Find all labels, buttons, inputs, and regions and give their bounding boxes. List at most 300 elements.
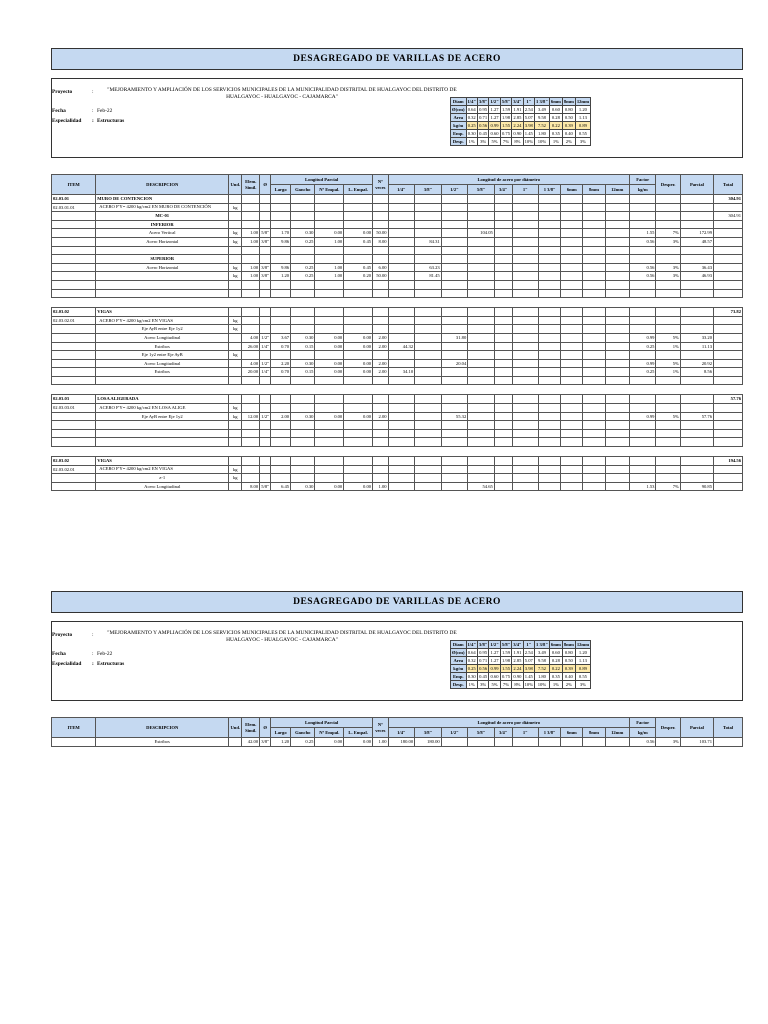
cell-d1 — [388, 255, 415, 264]
cell-d7 — [539, 368, 561, 377]
diam-value-cell: 8% — [512, 681, 523, 689]
cell-elem: 1.00 — [242, 237, 260, 246]
cell-d8 — [561, 325, 583, 334]
cell-desp: 7% — [656, 229, 680, 238]
diam-value-cell: 3% — [477, 681, 488, 689]
cell-d7 — [539, 212, 561, 221]
cell-d3 — [441, 203, 468, 212]
cell-und: kg — [229, 404, 242, 413]
cell-parcial: 36.43 — [680, 263, 713, 272]
cell-d6 — [512, 280, 539, 289]
cell-elem — [242, 212, 260, 221]
cell-factor: 0.56 — [629, 272, 656, 281]
cell-nemp: 0.00 — [315, 342, 344, 351]
header-l_empal: L. Empal. — [344, 728, 373, 738]
diam-value-cell: 0.22 — [549, 665, 562, 673]
cell-d9 — [583, 368, 605, 377]
diam-value-cell: 0.40 — [562, 673, 575, 681]
cell-d9 — [583, 429, 605, 438]
cell-d8 — [561, 465, 583, 474]
cell-d4 — [468, 308, 495, 317]
diam-value-cell: 1.27 — [490, 658, 499, 663]
cell-desp: 3% — [656, 738, 680, 747]
cell-nveces — [373, 351, 389, 360]
cell-item — [52, 212, 96, 221]
cell-desp: 5% — [656, 359, 680, 368]
cell-d4 — [468, 325, 495, 334]
cell-d10 — [605, 220, 629, 229]
cell-diam — [260, 465, 271, 474]
diam-value-cell: 1.45 — [524, 131, 533, 136]
cell-d10 — [605, 359, 629, 368]
diam-row — [451, 122, 591, 130]
especialidad-sep: : — [92, 661, 94, 667]
cell-d6 — [512, 289, 539, 298]
cell-d5 — [494, 272, 512, 281]
cell-d1 — [388, 308, 415, 317]
diam-value-cell: 9.58 — [535, 657, 550, 665]
cell-d3: 55.32 — [441, 412, 468, 421]
cell-d4 — [468, 474, 495, 483]
cell-largo — [271, 212, 291, 221]
cell-d1 — [388, 438, 415, 447]
cell-und: kg — [229, 272, 242, 281]
diam-header-cell: 1/2" — [490, 99, 499, 104]
cell-gancho — [291, 429, 315, 438]
cell-desc: ACERO F'Y= 4200 kg/cm2 EN LOSA ALIGE — [96, 404, 229, 413]
cell-d8 — [561, 429, 583, 438]
header-diam-d10: 12mm — [605, 185, 629, 195]
header-und: Und. — [229, 718, 242, 738]
cell-diam — [260, 212, 271, 221]
diam-value-cell: 0.40 — [562, 130, 575, 138]
cell-parcial: 90.85 — [680, 482, 713, 491]
proyecto-sep: : — [92, 89, 94, 95]
cell-d9 — [583, 738, 605, 747]
cell-d7 — [539, 246, 561, 255]
cell-d9 — [583, 438, 605, 447]
cell-desc: SUPERIOR — [96, 255, 229, 264]
diam-value-cell: 0.55 — [575, 130, 590, 138]
cell-total — [714, 482, 743, 491]
fecha-sep: : — [92, 108, 94, 114]
cell-und: kg — [229, 263, 242, 272]
cell-total — [714, 376, 743, 385]
cell-diam — [260, 404, 271, 413]
diam-value-cell: 0.71 — [479, 658, 488, 663]
header-diam-d9: 8mm — [583, 728, 605, 738]
cell-d5 — [494, 263, 512, 272]
cell-d10 — [605, 308, 629, 317]
cell-d7 — [539, 272, 561, 281]
cell-d1 — [388, 376, 415, 385]
cell-largo — [271, 457, 291, 466]
cell-d3: 31.80 — [441, 333, 468, 342]
fecha-value: Feb-22 — [97, 108, 113, 114]
cell-d2 — [415, 333, 442, 342]
cell-d3 — [441, 421, 468, 430]
cell-d10 — [605, 412, 629, 421]
cell-d1 — [388, 412, 415, 421]
cell-d4 — [468, 438, 495, 447]
cell-lemp: 0.00 — [344, 342, 373, 351]
cell-total — [714, 316, 743, 325]
cell-total — [714, 438, 743, 447]
diam-value-cell: 0.60 — [549, 106, 562, 114]
cell-item — [52, 438, 96, 447]
cell-desc: Eje 1y2 entre Eje AyB — [96, 351, 229, 360]
cell-d1 — [388, 359, 415, 368]
cell-d1 — [388, 246, 415, 255]
cell-d6 — [512, 229, 539, 238]
cell-d7 — [539, 438, 561, 447]
cell-d5 — [494, 342, 512, 351]
cell-largo — [271, 376, 291, 385]
cell-item — [52, 263, 96, 272]
cell-largo — [271, 289, 291, 298]
cell-und: kg — [229, 203, 242, 212]
cell-lemp: 0.00 — [344, 368, 373, 377]
proyecto-label: Proyecto — [52, 89, 73, 95]
cell-item — [52, 272, 96, 281]
cell-total — [714, 368, 743, 377]
cell-parcial: 48.57 — [680, 237, 713, 246]
cell-desp — [656, 474, 680, 483]
cell-d3 — [441, 308, 468, 317]
header-diametro: Ø — [260, 175, 271, 195]
cell-nveces — [373, 395, 389, 404]
header-diam-d2: 3/8" — [415, 728, 442, 738]
cell-d6 — [512, 421, 539, 430]
cell-factor — [629, 351, 656, 360]
header-n_empal: Nº Empal. — [315, 728, 344, 738]
cell-d9 — [583, 474, 605, 483]
table-row — [52, 212, 743, 221]
cell-d1 — [388, 272, 415, 281]
cell-lemp — [344, 212, 373, 221]
cell-nemp: 0.00 — [315, 412, 344, 421]
cell-d8 — [561, 263, 583, 272]
cell-lemp — [344, 220, 373, 229]
cell-factor — [629, 212, 656, 221]
cell-und: kg — [229, 474, 242, 483]
cell-factor: 1.53 — [629, 482, 656, 491]
cell-d5 — [494, 465, 512, 474]
cell-d5 — [494, 212, 512, 221]
cell-diam — [260, 325, 271, 334]
diam-row — [451, 649, 591, 657]
cell-total — [714, 359, 743, 368]
cell-nemp: 1.00 — [315, 272, 344, 281]
cell-d2 — [415, 325, 442, 334]
cell-d2 — [415, 368, 442, 377]
cell-largo — [271, 220, 291, 229]
cell-lemp — [344, 195, 373, 204]
cell-d10 — [605, 229, 629, 238]
header-parcial: Parcial — [680, 718, 713, 738]
diam-value-cell: 0.60 — [490, 131, 499, 136]
diam-value-cell: 1.98 — [501, 658, 510, 663]
cell-item — [52, 289, 96, 298]
cell-diam — [260, 316, 271, 325]
cell-desp: 1% — [656, 368, 680, 377]
diam-value-cell: 3.49 — [535, 106, 550, 114]
cell-d10 — [605, 289, 629, 298]
cell-d4 — [468, 395, 495, 404]
table-row — [52, 272, 743, 281]
cell-d2 — [415, 289, 442, 298]
diam-header-cell: 1 3/8" — [536, 642, 548, 647]
cell-factor: 0.56 — [629, 738, 656, 747]
cell-largo: 3.67 — [271, 333, 291, 342]
cell-d8 — [561, 220, 583, 229]
cell-desp — [656, 376, 680, 385]
cell-d1 — [388, 203, 415, 212]
cell-d4 — [468, 203, 495, 212]
cell-d5 — [494, 289, 512, 298]
cell-largo — [271, 195, 291, 204]
diam-value-cell: 3.98 — [524, 666, 533, 671]
cell-gancho — [291, 220, 315, 229]
cell-d8 — [561, 246, 583, 255]
cell-parcial: 11.13 — [680, 342, 713, 351]
header-diam-d1: 1/4" — [388, 728, 415, 738]
cell-desp — [656, 404, 680, 413]
cell-parcial — [680, 212, 713, 221]
cell-und — [229, 359, 242, 368]
cell-d10 — [605, 404, 629, 413]
diam-row-label: Desp. — [451, 138, 467, 146]
cell-d2 — [415, 404, 442, 413]
cell-desc: Estribos — [96, 368, 229, 377]
cell-lemp — [344, 438, 373, 447]
diam-value-cell: 0.25 — [467, 123, 476, 128]
diam-header-cell: 3/8" — [478, 642, 488, 647]
cell-diam: 3/8" — [260, 738, 271, 747]
diam-value-cell: 10% — [524, 139, 534, 144]
cell-d6 — [512, 359, 539, 368]
cell-total: 73.82 — [714, 308, 743, 317]
header-largo: Largo — [271, 185, 291, 195]
cell-total — [714, 738, 743, 747]
cell-nveces — [373, 474, 389, 483]
cell-d10 — [605, 212, 629, 221]
cell-item — [52, 429, 96, 438]
cell-d7 — [539, 255, 561, 264]
cell-total — [714, 421, 743, 430]
diam-row — [451, 138, 591, 146]
cell-gancho — [291, 395, 315, 404]
cell-desp: 5% — [656, 412, 680, 421]
diam-value-cell: 2.85 — [513, 658, 522, 663]
cell-d4 — [468, 263, 495, 272]
cell-lemp: 0.00 — [344, 229, 373, 238]
cell-d2 — [415, 376, 442, 385]
cell-total — [714, 429, 743, 438]
diam-row — [451, 681, 591, 689]
cell-lemp — [344, 308, 373, 317]
cell-lemp — [344, 351, 373, 360]
diam-header-cell: 12mm — [576, 642, 590, 647]
cell-factor: 0.25 — [629, 368, 656, 377]
project-info-box — [51, 621, 743, 701]
cell-d4 — [468, 342, 495, 351]
cell-d2 — [415, 482, 442, 491]
table-row — [52, 316, 743, 325]
cell-diam — [260, 280, 271, 289]
cell-d9 — [583, 195, 605, 204]
header-kg-m: kg/m — [629, 185, 656, 195]
diam-value-cell: 2.24 — [513, 666, 522, 671]
cell-d3 — [441, 325, 468, 334]
table-row — [52, 447, 743, 457]
cell-item — [52, 421, 96, 430]
cell-elem — [242, 280, 260, 289]
cell-factor: 0.56 — [629, 237, 656, 246]
diam-header-cell: 1/2" — [490, 642, 499, 647]
cell-d6 — [512, 272, 539, 281]
cell-desp — [656, 429, 680, 438]
cell-und — [229, 246, 242, 255]
table-row — [52, 368, 743, 377]
cell-total — [714, 474, 743, 483]
cell-d7 — [539, 457, 561, 466]
cell-nveces — [373, 212, 389, 221]
cell-nemp — [315, 429, 344, 438]
cell-und — [229, 308, 242, 317]
cell-nemp: 1.00 — [315, 237, 344, 246]
cell-item — [52, 280, 96, 289]
header-diam-d7: 1 3/8" — [539, 185, 561, 195]
cell-largo — [271, 474, 291, 483]
cell-d4 — [468, 429, 495, 438]
diam-value-cell: 0.89 — [575, 665, 590, 673]
cell-gancho — [291, 289, 315, 298]
cell-und: kg — [229, 237, 242, 246]
header-n-veces: Nº veces — [373, 175, 389, 195]
table-row — [52, 255, 743, 264]
header-gancho: Gancho — [291, 185, 315, 195]
diam-value-cell: 10% — [524, 682, 534, 687]
cell-desc: VIGAS — [96, 308, 229, 317]
cell-elem — [242, 351, 260, 360]
cell-und: kg — [229, 465, 242, 474]
diam-value-cell: 1% — [549, 138, 562, 146]
cell-total — [714, 272, 743, 281]
table-row — [52, 289, 743, 298]
especialidad-sep: : — [92, 118, 94, 124]
cell-d7 — [539, 237, 561, 246]
cell-d8 — [561, 212, 583, 221]
cell-item — [52, 359, 96, 368]
cell-d6 — [512, 412, 539, 421]
cell-d6 — [512, 316, 539, 325]
cell-desp — [656, 246, 680, 255]
table-row — [52, 412, 743, 421]
diam-value-cell: 0.35 — [549, 673, 562, 681]
diam-value-cell: 0.71 — [479, 115, 488, 120]
cell-desc: MURO DE CONTENCION — [96, 195, 229, 204]
header-diam-d1: 1/4" — [388, 185, 415, 195]
cell-d2 — [415, 316, 442, 325]
header-descripcion: DESCRIPCION — [96, 718, 229, 738]
cell-nveces: 2.00 — [373, 333, 389, 342]
cell-d4 — [468, 421, 495, 430]
cell-parcial: 33.20 — [680, 333, 713, 342]
cell-factor — [629, 255, 656, 264]
cell-desc: Acero Longitudinal — [96, 482, 229, 491]
diam-value-cell: 0.64 — [467, 107, 476, 112]
especialidad-value: Estructuras — [97, 661, 125, 667]
cell-nemp — [315, 351, 344, 360]
cell-d6 — [512, 237, 539, 246]
cell-diam — [260, 220, 271, 229]
cell-d2 — [415, 438, 442, 447]
cell-desc: Acero Horizontal — [96, 237, 229, 246]
cell-item: 02.03.01 — [52, 195, 96, 204]
header-diam-d3: 1/2" — [441, 728, 468, 738]
cell-d6 — [512, 457, 539, 466]
diam-value-cell: 9.58 — [535, 114, 550, 122]
cell-d7 — [539, 308, 561, 317]
cell-d7 — [539, 195, 561, 204]
cell-d7 — [539, 465, 561, 474]
cell-d4 — [468, 333, 495, 342]
cell-total — [714, 325, 743, 334]
cell-und: kg — [229, 325, 242, 334]
cell-d6 — [512, 220, 539, 229]
cell-total — [714, 333, 743, 342]
cell-d5 — [494, 738, 512, 747]
diam-value-cell: 7% — [500, 681, 511, 689]
header-longitud-parcial: Longitud Parcial — [271, 718, 373, 728]
cell-d10 — [605, 351, 629, 360]
cell-diam: 1/2" — [260, 333, 271, 342]
cell-und — [229, 482, 242, 491]
cell-desc — [96, 289, 229, 298]
cell-d10 — [605, 482, 629, 491]
cell-d6 — [512, 404, 539, 413]
cell-d9 — [583, 412, 605, 421]
cell-total — [714, 289, 743, 298]
diam-row — [451, 657, 591, 665]
cell-d4 — [468, 280, 495, 289]
cell-nveces: 2.00 — [373, 359, 389, 368]
cell-item: 02.03.01.01 — [52, 203, 96, 212]
diam-row-label: kg/m — [451, 665, 467, 673]
diam-header-row — [451, 98, 591, 106]
cell-parcial: 20.92 — [680, 359, 713, 368]
diam-value-cell: 3.49 — [535, 649, 550, 657]
diam-value-cell: 1% — [549, 681, 562, 689]
cell-lemp: 0.00 — [344, 359, 373, 368]
cell-diam: 5/8" — [260, 482, 271, 491]
cell-factor — [629, 421, 656, 430]
cell-d8 — [561, 255, 583, 264]
cell-nemp — [315, 316, 344, 325]
especialidad-label: Especialidad — [52, 661, 82, 667]
diam-header-cell: 3/8" — [478, 99, 488, 104]
cell-d5 — [494, 316, 512, 325]
cell-d9 — [583, 237, 605, 246]
diam-value-cell: 1% — [466, 138, 477, 146]
cell-factor: 0.99 — [629, 333, 656, 342]
header-longitud-acero: Longitud de acero por diámetro — [388, 175, 629, 185]
cell-d2 — [415, 212, 442, 221]
cell-item — [52, 482, 96, 491]
header-longitud-acero: Longitud de acero por diámetro — [388, 718, 629, 728]
cell-d9 — [583, 255, 605, 264]
